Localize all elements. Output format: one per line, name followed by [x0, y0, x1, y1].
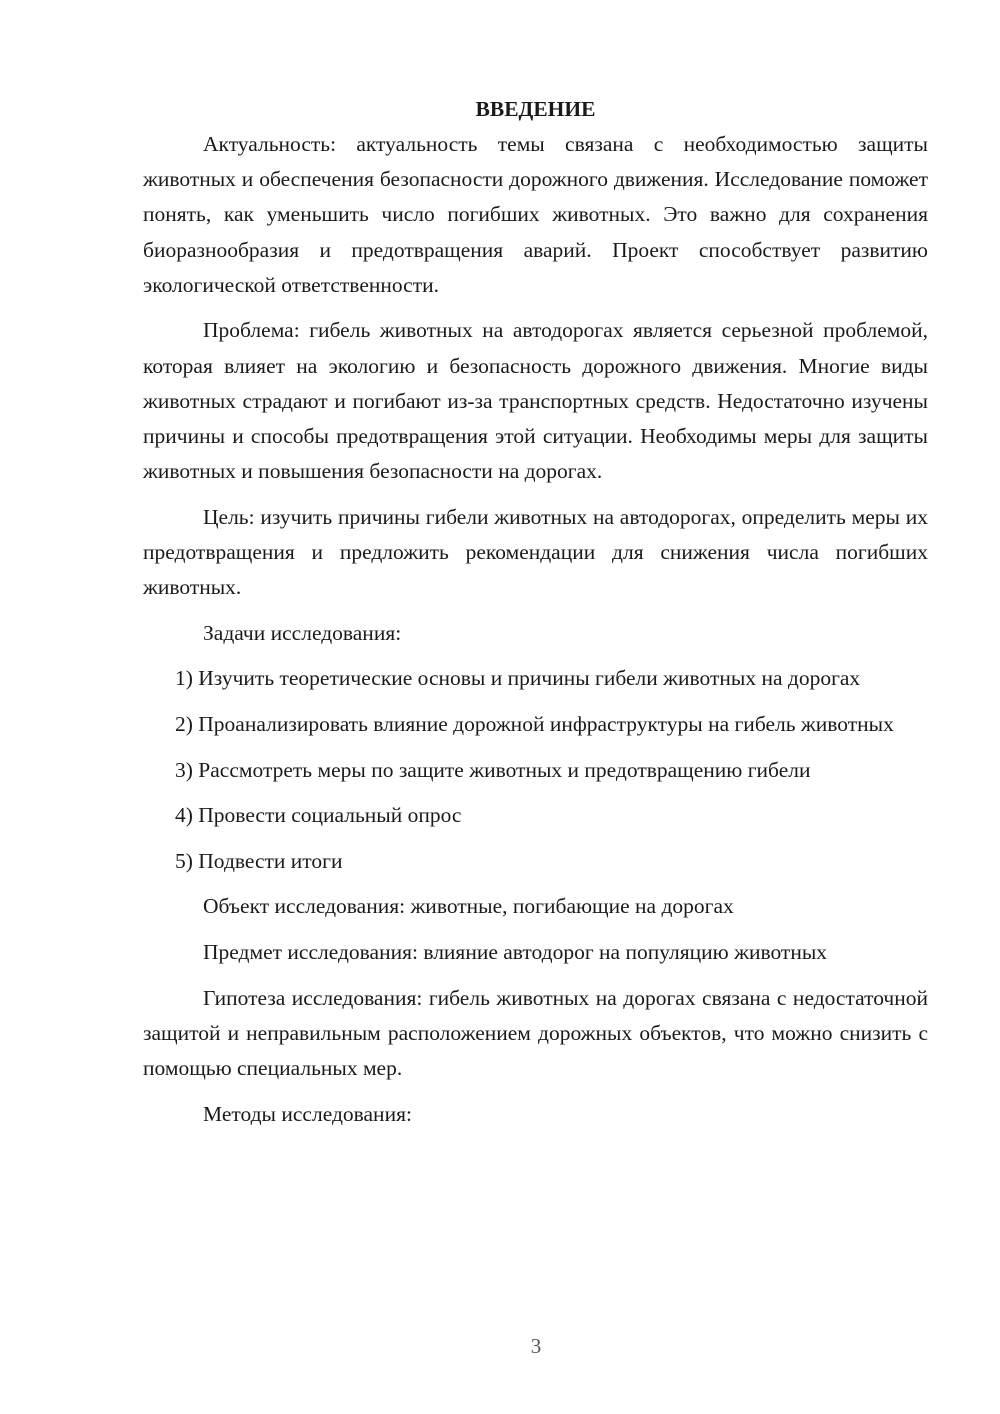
section-title: ВВЕДЕНИЕ [475, 97, 596, 121]
paragraph-subject: Предмет исследования: влияние автодорог на популяцию животных [203, 939, 828, 964]
paragraph-problem: Проблема: гибель животных на автодорогах является серьезной проблемой, которая влияет на экологию и безопасность дорожного движения. Многие виды животных страдают и погибают из-за транспортных средств. Недостаточно изучены причины и способы предотвращения этой ситуации. Необходимы меры для защиты животных и повышения безопасности на дорогах. [143, 318, 928, 484]
document-page [143, 92, 928, 1132]
paragraph-object: Объект исследования: животные, погибающие на дорогах [203, 894, 734, 919]
page-number: 3 [530, 1334, 542, 1358]
task-item-2: 2) Проанализировать влияние дорожной инфраструктуры на гибель животных [175, 712, 894, 736]
task-item-4: 4) Провести социальный опрос [175, 803, 462, 828]
paragraph-relevance: Актуальность: актуальность темы связана с необходимостью защиты животных и обеспечения безопасности дорожного движения. Исследование поможет понять, как уменьшить число погибших животных. Это важно для сохранения биоразнообразия и предотвращения аварий. Проект способствует развитию экологической ответственности. [143, 132, 928, 297]
paragraph-goal: Цель: изучить причины гибели животных на автодорогах, определить меры их предотвращения и предложить рекомендации для снижения числа погибших животных. [143, 504, 928, 600]
task-item-3: 3) Рассмотреть меры по защите животных и предотвращению гибели [175, 757, 811, 782]
task-item-1: 1) Изучить теоретические основы и причины гибели животных на дорогах [175, 666, 861, 691]
tasks-heading: Задачи исследования: [203, 620, 402, 645]
paragraph-hypothesis: Гипотеза исследования: гибель животных на дорогах связана с недостаточной защитой и неправильным расположением дорожных объектов, что можно снизить с помощью специальных мер. [143, 985, 928, 1080]
task-item-5: 5) Подвести итоги [175, 848, 343, 873]
methods-heading: Методы исследования: [203, 1101, 412, 1126]
